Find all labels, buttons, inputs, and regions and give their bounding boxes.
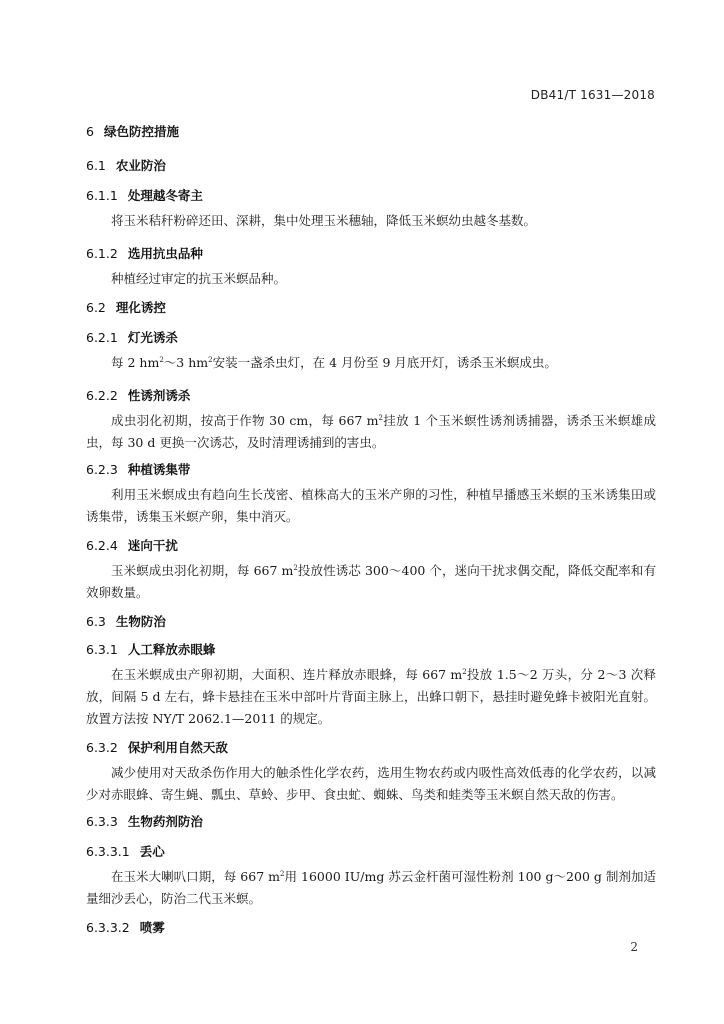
section-6-3-1-heading <box>86 640 215 658</box>
section-number: 6.1 <box>86 158 106 173</box>
section-title: 保护利用自然天敌 <box>127 740 228 755</box>
section-title: 生物防治 <box>115 614 166 629</box>
section-title: 丢心 <box>139 844 165 859</box>
section-6-1-2-heading <box>86 244 203 262</box>
section-6-2-1-text <box>86 352 656 374</box>
section-6-3-3-1-heading <box>86 842 165 860</box>
superscript: 2 <box>378 413 383 422</box>
section-6-3-2-text: 减少使用对天敌杀伤作用大的触杀性化学农药，选用生物农药或内吸性高效低毒的化学农药，以减少对赤眼蜂、寄生蝇、瓢虫、草蛉、步甲、食虫虻、蜘蛛、鸟类和蛙类等玉米螟自然天敌的伤害。 <box>86 765 656 802</box>
section-title: 人工释放赤眼蜂 <box>127 642 216 657</box>
text-run: 投放 1.5～2 万头，分 2～3 次释放，间隔 5 d 左右，蜂卡悬挂在玉米中部叶片背面主脉上，出蜂口朝下，悬挂时避免蜂卡被阳光直射。放置方法按 NY/T 2062.1—2011 的规定。 <box>86 667 656 726</box>
section-title: 绿色防控措施 <box>103 124 179 139</box>
section-number: 6.1.2 <box>86 246 118 261</box>
section-title: 迷向干扰 <box>127 538 178 553</box>
superscript: 2 <box>462 667 467 676</box>
section-number: 6.3 <box>86 614 106 629</box>
section-title: 喷雾 <box>139 920 165 935</box>
section-title: 理化诱控 <box>115 300 166 315</box>
superscript: 2 <box>293 563 298 572</box>
superscript: 2 <box>208 355 213 364</box>
section-6-2-1-heading <box>86 328 178 346</box>
section-title: 选用抗虫品种 <box>127 246 203 261</box>
section-title: 灯光诱杀 <box>127 330 178 345</box>
section-6-3-heading <box>86 612 166 630</box>
section-number: 6.2 <box>86 300 106 315</box>
section-6-2-3-heading <box>86 460 190 478</box>
section-number: 6.3.2 <box>86 740 118 755</box>
text-run: 玉米螟成虫羽化初期，每 667 m <box>111 563 294 578</box>
section-number: 6.2.3 <box>86 462 118 477</box>
section-number: 6.3.3.2 <box>86 920 130 935</box>
section-6-2-4-heading <box>86 536 178 554</box>
section-number: 6.2.1 <box>86 330 118 345</box>
section-6-1-1-heading <box>86 186 203 204</box>
section-number: 6 <box>86 124 94 139</box>
section-title: 农业防治 <box>115 158 166 173</box>
section-title: 种植诱集带 <box>127 462 191 477</box>
section-6-2-3-text: 利用玉米螟成虫有趋向生长茂密、植株高大的玉米产卵的习性，种植早播感玉米螟的玉米诱集田或诱集带，诱集玉米螟产卵，集中消灭。 <box>86 487 656 524</box>
section-number: 6.3.3 <box>86 814 118 829</box>
text-run: 在玉米大喇叭口期，每 667 m <box>111 869 280 884</box>
section-number: 6.3.1 <box>86 642 118 657</box>
text-run: 在玉米螟成虫产卵初期，大面积、连片释放赤眼蜂，每 667 m <box>111 667 463 682</box>
section-6-1-1-text: 将玉米秸秆粉碎还田、深耕，集中处理玉米穗轴，降低玉米螟幼虫越冬基数。 <box>111 213 537 228</box>
superscript: 2 <box>159 355 164 364</box>
section-6-1-heading <box>86 156 166 174</box>
section-number: 6.3.3.1 <box>86 844 130 859</box>
page-number: 2 <box>630 940 638 954</box>
text-run: ～3 hm <box>163 355 209 370</box>
superscript: 2 <box>280 869 285 878</box>
section-title: 生物药剂防治 <box>127 814 203 829</box>
text-run: 安装一盏杀虫灯，在 4 月份至 9 月底开灯，诱杀玉米螟成虫。 <box>212 355 557 370</box>
text-run: 成虫羽化初期，按高于作物 30 cm，每 667 m <box>111 413 379 428</box>
section-6-3-2-heading <box>86 738 228 756</box>
section-6-3-1-text <box>86 664 656 730</box>
section-6-2-2-text <box>86 410 656 454</box>
section-6-2-heading <box>86 298 166 316</box>
text-run: 挂放 1 个玉米螟性诱剂诱捕器，诱杀玉米螟雄成虫，每 30 d 更换一次诱芯，及时清理诱捕到的害虫。 <box>86 413 656 450</box>
text-run: 投放性诱芯 300～400 个，迷向干扰求偶交配，降低交配率和有效卵数量。 <box>86 563 656 600</box>
section-number: 6.2.2 <box>86 388 118 403</box>
section-6-3-3-heading <box>86 812 203 830</box>
section-6-2-2-heading <box>86 386 190 404</box>
section-6-2-4-text <box>86 560 656 604</box>
section-title: 性诱剂诱杀 <box>127 388 191 403</box>
section-6-1-2-text: 种植经过审定的抗玉米螟品种。 <box>111 271 287 286</box>
text-run: 用 16000 IU/mg 苏云金杆菌可湿性粉剂 100 g～200 g 制剂加适量细沙丢心，防治二代玉米螟。 <box>86 869 656 906</box>
section-number: 6.1.1 <box>86 188 118 203</box>
section-number: 6.2.4 <box>86 538 118 553</box>
section-6-heading <box>86 122 179 140</box>
section-title: 处理越冬寄主 <box>127 188 203 203</box>
section-6-3-3-1-text <box>86 866 656 910</box>
text-run: 每 2 hm <box>111 355 160 370</box>
section-6-3-3-2-heading <box>86 918 165 936</box>
document-code: DB41/T 1631—2018 <box>530 88 655 102</box>
